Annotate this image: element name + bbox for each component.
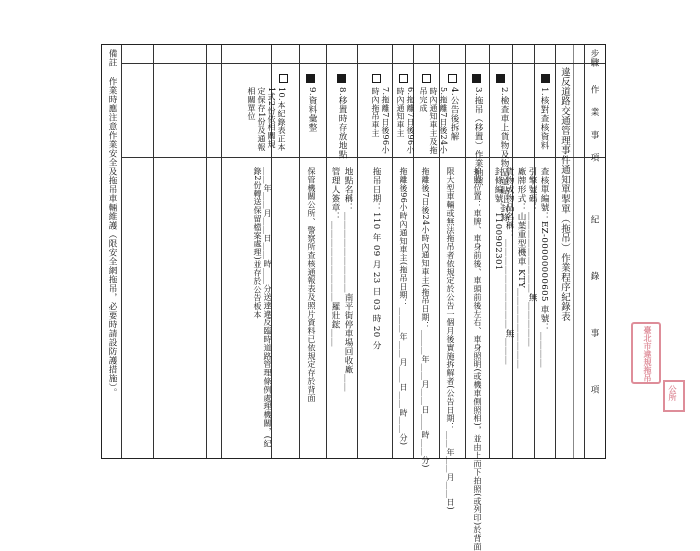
row-7-record-1: 拖吊日期：110 年 09 月 23 日 03 時 20 分 xyxy=(371,167,381,350)
note-text: 作業時應注意作業安全及拖吊車輛維護（限安全網拖吊，必要時請設防護措施）。 xyxy=(107,77,117,397)
seal-text-2: 公所 xyxy=(668,385,678,401)
official-seal xyxy=(631,322,661,384)
row-5-record-1: 拖離後7日後24小時內通知車主(拖吊日期：＿＿＿年＿＿月＿＿日＿＿時＿＿分) xyxy=(421,167,430,468)
row-10-record-1: ＿＿年＿＿月＿＿日＿＿時＿＿分送達違反臨時道路管理條例處理機關，(紀錄2份轉送保留檔案處理)並存於公告板本 xyxy=(253,167,272,448)
form-table xyxy=(101,44,606,551)
checkbox-row-8[interactable] xyxy=(337,74,346,83)
row-6-item: 6.拖離7日後96小時內通知車主 xyxy=(396,87,415,154)
checkbox-row-1[interactable] xyxy=(541,74,550,83)
row-2-item: 2.檢查車上貨物及物品並貼上封條 xyxy=(499,87,509,222)
row-3-item: 3.拖吊（移置）作業拍照 xyxy=(473,87,483,186)
small-seal xyxy=(663,380,685,412)
header-item: 作業事項 xyxy=(589,85,599,176)
row-2-record-1: 貨物或物品名稱：＿＿＿＿＿＿＿＿＿＿無＿＿＿ xyxy=(504,167,514,365)
row-8-record-1: 地點名稱：＿＿＿＿＿＿＿＿＿南平街停車場回收廠＿＿ xyxy=(343,167,353,392)
row-8-item: 8.移置時存放地點 xyxy=(337,87,347,159)
note-label: 備註 xyxy=(107,49,117,67)
row-1-record-3: 廠牌形式：山葉重型機車 KTY＿＿＿＿＿＿＿＿＿ xyxy=(516,167,526,370)
row-1-item: 1.核對查核資料 xyxy=(539,87,549,150)
row-4-item: 4.公告後拆解 xyxy=(449,87,459,141)
checkbox-row-5[interactable] xyxy=(422,74,431,83)
row-6-record-1: 拖離後96小時內通知車主(拖吊日期：＿＿＿年＿＿月＿＿日＿＿時＿＿分) xyxy=(399,167,408,446)
checkbox-row-2[interactable] xyxy=(496,74,505,83)
row-10-item: 10.本紀錄表正本1式2份依相關規定保存1份及通報相關單位 xyxy=(247,87,286,152)
row-4-record-1: 限大型車輛或無法拖吊者依規定於公告一個月後實施拆解者(公告日期：＿＿年＿＿月＿＿日) xyxy=(446,167,455,511)
header-record: 紀錄事項 xyxy=(589,215,599,442)
row-9-record-1: 保管機關公所、警察所查核通報表及照片資料已依規定存於背面 xyxy=(307,167,316,403)
checkbox-row-3[interactable] xyxy=(472,74,481,83)
row-1-record-2: 引擎號碼：＿＿＿＿＿＿＿＿＿無＿＿＿＿＿ xyxy=(527,167,537,347)
seal-text-1: 臺北市違規拖吊 xyxy=(643,326,653,382)
header-step: 步驟 xyxy=(589,49,599,67)
page-title: 違反道路交通管理事件通知單掣單（拖吊）作業程序紀錄表 xyxy=(559,67,570,322)
row-7-item: 7.拖離7日後96小時內拖吊車主 xyxy=(371,87,390,154)
checkbox-row-10[interactable] xyxy=(279,74,288,83)
checkbox-row-7[interactable] xyxy=(372,74,381,83)
row-3-record-1: 拍照位置：車牌、車身前後、車頭前後左右、車身照明(或機車側照相)，並由上而下拍照(或列印)於背面 xyxy=(473,167,482,551)
row-2-record-2: 封條編號：1100902301 xyxy=(493,167,503,271)
row-9-item: 9.資料彙整 xyxy=(307,87,317,132)
checkbox-row-4[interactable] xyxy=(448,74,457,83)
checkbox-row-6[interactable] xyxy=(399,74,408,83)
row-8-record-2: 管理人簽章：＿＿＿＿＿＿＿＿＿羅壯鋐＿＿ xyxy=(330,167,340,347)
row-1-record-1: 查核單編號：EZ-00000000605 車號：＿＿＿＿ xyxy=(539,167,549,369)
row-5-item: 5.拖離7日後24小時內通知車主及拖吊完成 xyxy=(419,87,448,155)
checkbox-row-9[interactable] xyxy=(306,74,315,83)
